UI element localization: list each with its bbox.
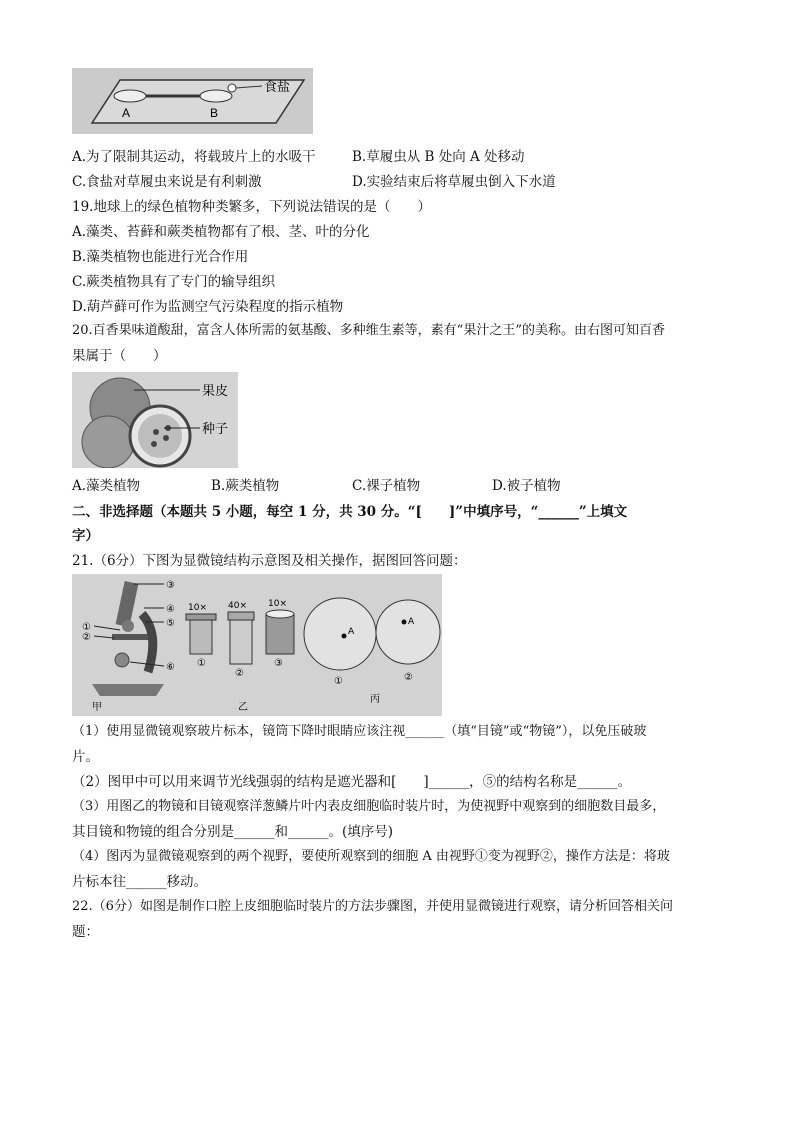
q21-part1-line2: 片。 bbox=[72, 749, 99, 765]
mark-6: ⑥ bbox=[166, 662, 175, 673]
cell-a-1: A bbox=[348, 627, 355, 637]
view2-num: ② bbox=[404, 672, 413, 683]
q20-stem-line2: 果属于（ ） bbox=[72, 348, 167, 364]
q20-option-b: B.蕨类植物 bbox=[211, 478, 280, 494]
section2-title-line1: 二、非选择题（本题共 5 小题，每空 1 分，共 30 分。“[ ]”中填序号，“______”上填文 bbox=[72, 504, 628, 520]
q21-stem: 21.（6分）下图为显微镜结构示意图及相关操作，据图回答问题： bbox=[72, 553, 467, 569]
q19-option-a: A.藻类、苔藓和蕨类植物都有了根、茎、叶的分化 bbox=[72, 224, 370, 240]
q21-part4-line2: 片标本往______移动。 bbox=[72, 874, 207, 890]
lens3-num: ③ bbox=[274, 658, 283, 669]
mark-5: ⑤ bbox=[166, 618, 175, 629]
q18-option-b: B.草履虫从 B 处向 A 处移动 bbox=[352, 149, 525, 165]
q20-option-d: D.被子植物 bbox=[492, 478, 561, 494]
lens1-mag: 10× bbox=[188, 603, 207, 613]
label-peel: 果皮 bbox=[202, 384, 229, 399]
lens1-num: ① bbox=[197, 658, 206, 669]
mark-3: ③ bbox=[166, 580, 175, 591]
q18-option-a: A.为了限制其运动，将载玻片上的水吸干 bbox=[72, 149, 316, 165]
microscope-figure bbox=[72, 574, 442, 716]
view1-num: ① bbox=[334, 676, 343, 687]
passion-fruit-figure bbox=[72, 372, 238, 468]
mark-1: ① bbox=[82, 622, 91, 633]
q21-part2: （2）图甲中可以用来调节光线强弱的结构是遮光器和[ ]______，⑤的结构名称是______。 bbox=[72, 774, 632, 790]
q20-stem-line1: 20.百香果味道酸甜，富含人体所需的氨基酸、多种维生素等，素有“果汁之王”的美称。由右图可知百香 bbox=[72, 323, 665, 338]
label-seed: 种子 bbox=[202, 422, 229, 437]
section2-title-line2: 字） bbox=[72, 528, 99, 544]
q20-option-c: C.裸子植物 bbox=[352, 478, 421, 494]
label-bing: 丙 bbox=[370, 694, 380, 705]
label-a: A bbox=[122, 106, 131, 120]
q19-stem: 19.地球上的绿色植物种类繁多，下列说法错误的是（ ） bbox=[72, 199, 431, 215]
q21-part4-line1: （4）图丙为显微镜观察到的两个视野，要使所观察到的细胞 A 由视野①变为视野②，操作方法是：将玻 bbox=[72, 849, 670, 864]
q18-option-c: C.食盐对草履虫来说是有利刺激 bbox=[72, 174, 262, 190]
q19-option-c: C.蕨类植物具有了专门的输导组织 bbox=[72, 274, 276, 290]
lens2-mag: 40× bbox=[228, 601, 247, 611]
q22-stem-line1: 22.（6分）如图是制作口腔上皮细胞临时装片的方法步骤图，并使用显微镜进行观察，请分析回答相关问 bbox=[72, 899, 673, 914]
mark-2: ② bbox=[82, 632, 91, 643]
slide-experiment-figure bbox=[72, 68, 313, 134]
q22-stem-line2: 题： bbox=[72, 924, 99, 940]
q21-part3-line2: 其目镜和物镜的组合分别是______和______。(填序号) bbox=[72, 824, 394, 840]
label-jia: 甲 bbox=[92, 702, 102, 713]
lens2-num: ② bbox=[235, 668, 244, 679]
q19-option-b: B.藻类植物也能进行光合作用 bbox=[72, 249, 249, 265]
q21-part1-line1: （1）使用显微镜观察玻片标本，镜筒下降时眼睛应该注视______（填“目镜”或“物镜”），以免压破玻 bbox=[72, 724, 647, 739]
lens3-mag: 10× bbox=[268, 599, 287, 609]
q20-option-a: A.藻类植物 bbox=[72, 478, 141, 494]
label-yi: 乙 bbox=[238, 702, 248, 713]
mark-4: ④ bbox=[166, 604, 175, 615]
q21-part3-line1: （3）用图乙的物镜和目镜观察洋葱鳞片叶内表皮细胞临时装片时，为使视野中观察到的细胞数目最多， bbox=[72, 799, 666, 814]
label-salt: 食盐 bbox=[264, 80, 291, 95]
label-b: B bbox=[210, 106, 219, 120]
cell-a-2: A bbox=[408, 617, 415, 627]
q19-option-d: D.葫芦藓可作为监测空气污染程度的指示植物 bbox=[72, 299, 344, 315]
q18-option-d: D.实验结束后将草履虫倒入下水道 bbox=[352, 174, 556, 190]
